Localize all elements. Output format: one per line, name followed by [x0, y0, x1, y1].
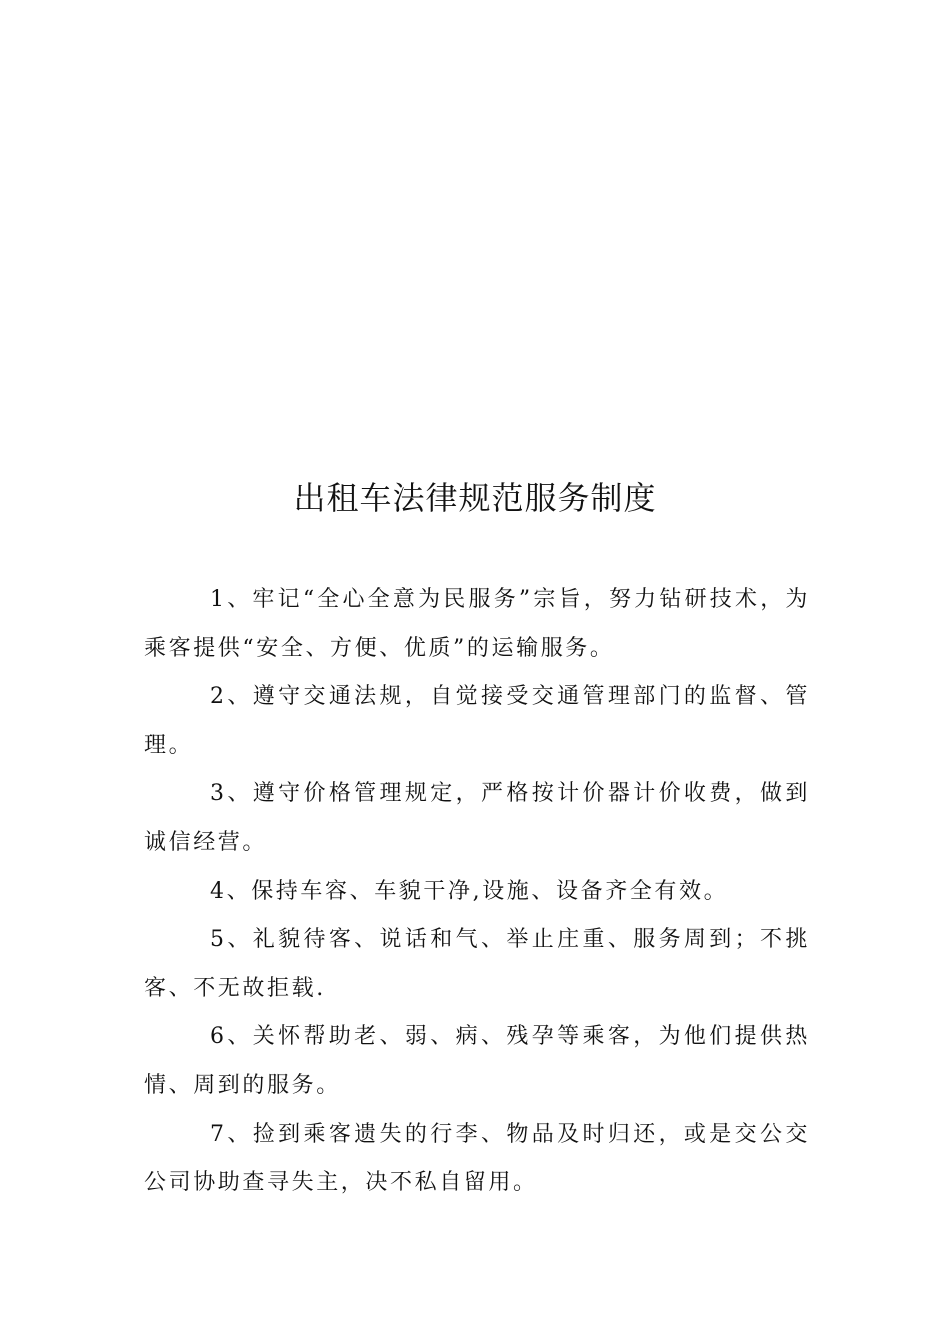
rule-paragraph-7: 7、捡到乘客遗失的行李、物品及时归还，或是交公交公司协助查寻失主，决不私自留用。: [144, 1121, 810, 1196]
rule-paragraph-2: 2、遵守交通法规，自觉接受交通管理部门的监督、管理。: [144, 684, 810, 758]
document-body: [144, 576, 810, 1208]
rule-paragraph-6: 6、关怀帮助老、弱、病、残孕等乘客，为他们提供热情、周到的服务。: [144, 1024, 810, 1098]
document-title: 出租车法律规范服务制度: [293, 479, 657, 517]
rule-paragraph-5: 5、礼貌待客、说话和气、举止庄重、服务周到；不挑客、不无故拒载.: [144, 927, 810, 1001]
rule-paragraph-3: 3、遵守价格管理规定，严格按计价器计价收费，做到诚信经营。: [144, 781, 810, 855]
rule-paragraph-1: 1、牢记“全心全意为民服务”宗旨，努力钻研技术，为乘客提供“安全、方便、优质”的运输服务。: [144, 587, 810, 661]
rule-paragraph-4: 4、保持车容、车貌干净,设施、设备齐全有效。: [210, 878, 729, 904]
